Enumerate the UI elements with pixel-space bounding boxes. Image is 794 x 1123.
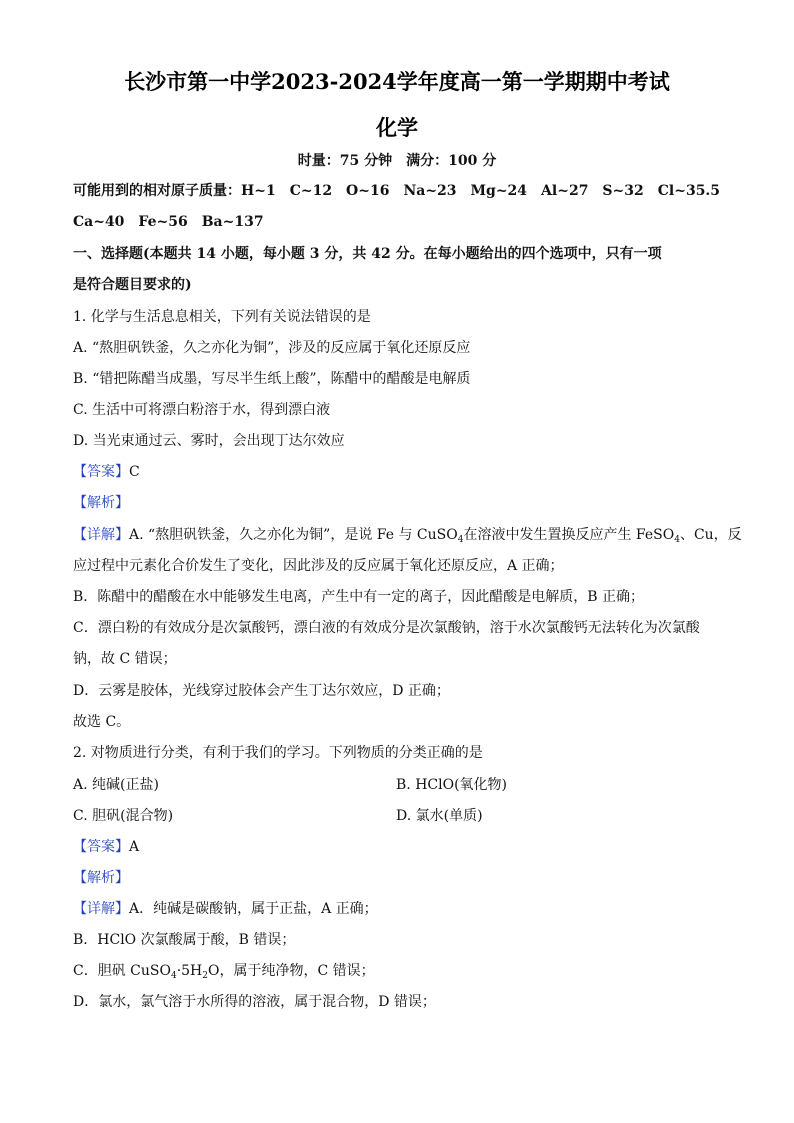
q1-answer (73, 463, 733, 481)
q2-options-row1 (73, 776, 733, 794)
q2-option-a: A. 纯碱(正盐) (73, 777, 159, 793)
atomic-masses-line2: Ca~40 Fe~56 Ba~137 (73, 214, 264, 230)
q2-detail-c (73, 962, 733, 980)
q1-option-c: C. 生活中可将漂白粉溶于水，得到漂白液 (73, 402, 331, 418)
detail-text: 、Cu，反 (679, 527, 742, 543)
q2-options-row2 (73, 807, 733, 825)
section-heading-line1: 一、选择题(本题共 14 小题，每小题 3 分，共 42 分。在每小题给出的四个选项中，只有一项 (73, 246, 662, 262)
subject-title: 化学 (376, 115, 418, 140)
q1-option-a: A. “熬胆矾铁釜，久之亦化为铜”，涉及的反应属于氧化还原反应 (73, 340, 471, 356)
q2-analysis-label: 【解析】 (73, 870, 129, 886)
q2-detail-a (73, 900, 733, 918)
detail-label: 【详解】 (73, 901, 129, 917)
q1-detail-d: D．云雾是胶体，光线穿过胶体会产生丁达尔效应，D 正确； (73, 683, 450, 699)
q2-stem: 2. 对物质进行分类，有利于我们的学习。下列物质的分类正确的是 (73, 745, 483, 761)
exam-info: 时量：75 分钟 满分：100 分 (297, 153, 497, 169)
q1-detail-a-line2: 应过程中元素化合价发生了变化，因此涉及的反应属于氧化还原反应，A 正确； (73, 558, 564, 574)
subscript: 2 (202, 971, 209, 981)
detail-text: 在溶液中发生置换反应产生 FeSO (463, 527, 675, 543)
detail-text: C．胆矾 CuSO (73, 963, 171, 979)
q1-stem: 1. 化学与生活息息相关，下列有关说法错误的是 (73, 309, 371, 325)
q1-analysis-label: 【解析】 (73, 495, 129, 511)
q2-detail-b: B．HClO 次氯酸属于酸，B 错误； (73, 932, 296, 948)
q1-option-d: D. 当光束通过云、雾时，会出现丁达尔效应 (73, 433, 345, 449)
q2-detail-d: D．氯水，氯气溶于水所得的溶液，属于混合物，D 错误； (73, 994, 436, 1010)
q2-option-b: B. HClO(氧化物) (396, 777, 507, 793)
atomic-masses-line1: 可能用到的相对原子质量：H~1 C~12 O~16 Na~23 Mg~24 Al~27 S~32 Cl~35.5 (73, 183, 721, 199)
subscript: 4 (674, 535, 680, 545)
q1-detail-a (73, 526, 742, 545)
answer-label: 【答案】 (73, 464, 129, 480)
q1-detail-c-line1: C．漂白粉的有效成分是次氯酸钙，漂白液的有效成分是次氯酸钠，溶于水次氯酸钙无法转化为次氯酸 (73, 620, 700, 636)
subscript: 4 (457, 535, 464, 545)
exam-title: 长沙市第一中学2023-2024学年度高一第一学期期中考试 (124, 69, 670, 94)
answer-value: A (129, 839, 140, 855)
subscript: 4 (170, 971, 177, 981)
q1-conclusion: 故选 C。 (73, 714, 131, 730)
answer-label: 【答案】 (73, 839, 129, 855)
q1-detail-b: B．陈醋中的醋酸在水中能够发生电离，产生中有一定的离子，因此醋酸是电解质，B 正确； (73, 589, 645, 605)
q2-option-c: C. 胆矾(混合物) (73, 808, 174, 824)
detail-text: A．纯碱是碳酸钠，属于正盐，A 正确； (129, 901, 378, 917)
detail-text: O，属于纯净物，C 错误； (208, 963, 375, 979)
detail-text: ·5H (176, 963, 203, 979)
section-heading-line2: 是符合题目要求的) (73, 277, 192, 293)
detail-text: A. “熬胆矾铁釜，久之亦化为铜”，是说 Fe 与 CuSO (129, 527, 458, 543)
q2-option-d: D. 氯水(单质) (396, 808, 483, 824)
q1-detail-c-line2: 钠，故 C 错误； (73, 651, 177, 667)
q2-answer (73, 838, 733, 856)
answer-value: C (129, 464, 140, 480)
q1-option-b: B. “错把陈醋当成墨，写尽半生纸上酸”，陈醋中的醋酸是电解质 (73, 371, 471, 387)
detail-label: 【详解】 (73, 527, 129, 543)
